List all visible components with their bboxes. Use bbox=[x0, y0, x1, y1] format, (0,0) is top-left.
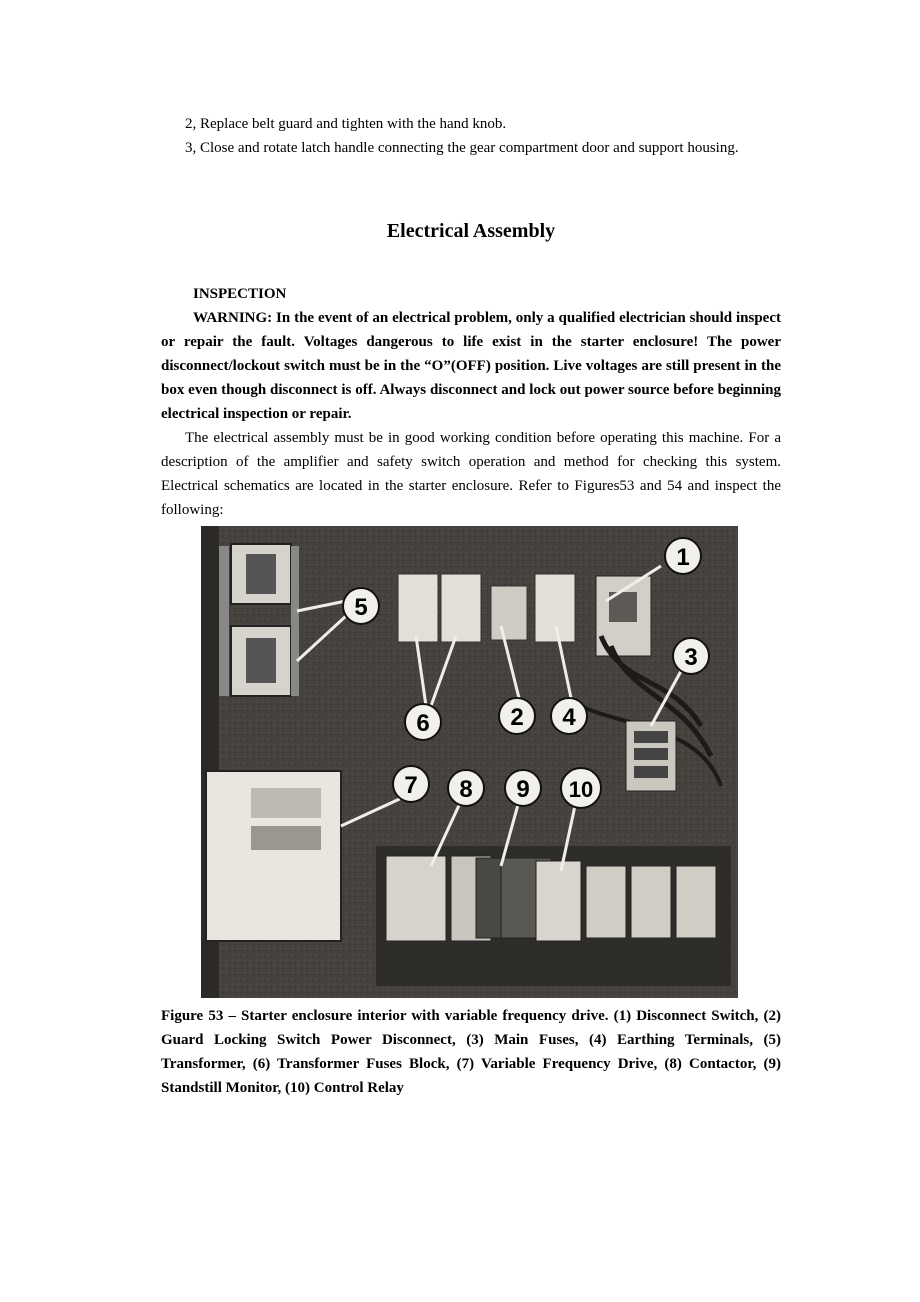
section-title: Electrical Assembly bbox=[386, 220, 556, 242]
callout-7 bbox=[393, 766, 429, 802]
step-2: 2, Replace belt guard and tighten with the hand knob. bbox=[185, 116, 507, 132]
starter-enclosure-photo bbox=[201, 526, 738, 998]
inspection-heading: INSPECTION bbox=[193, 286, 287, 302]
callout-8 bbox=[448, 770, 484, 806]
callout-1 bbox=[665, 538, 701, 574]
body-paragraph: The electrical assembly must be in good working condition before operating this machine. For a description of the amplifier and safety switch operation and method for checking this system. Electrical schematics are located in the starter enclosure. Refer to Figures53 and 54 and inspect the following: bbox=[161, 430, 781, 518]
callout-5 bbox=[343, 588, 379, 624]
svg-text:7: 7 bbox=[404, 772, 418, 799]
step-3: 3, Close and rotate latch handle connecting the gear compartment door and support housing. bbox=[185, 140, 739, 156]
svg-text:6: 6 bbox=[416, 710, 430, 737]
callout-6 bbox=[405, 704, 441, 740]
svg-text:5: 5 bbox=[354, 594, 368, 621]
enclosure-photo-drawing bbox=[201, 526, 738, 998]
callout-2 bbox=[499, 698, 535, 734]
svg-text:8: 8 bbox=[459, 776, 473, 803]
svg-text:2: 2 bbox=[510, 704, 524, 731]
svg-text:4: 4 bbox=[562, 704, 576, 731]
svg-text:1: 1 bbox=[676, 544, 690, 571]
procedure-steps bbox=[161, 112, 781, 160]
figure-caption: Figure 53 – Starter enclosure interior with variable frequency drive. (1) Disconnect Switch, (2) Guard Locking Switch Power Disconnect, (3) Main Fuses, (4) Earthing Terminals, (5) Transformer, (6) Transformer Fuses Block, (7) Variable Frequency Drive, (8) Contactor, (9) Standstill Monitor, (10) Control Relay bbox=[161, 1008, 781, 1096]
svg-text:3: 3 bbox=[684, 644, 698, 671]
svg-text:10: 10 bbox=[568, 777, 594, 802]
callout-4 bbox=[551, 698, 587, 734]
warning-paragraph: WARNING: In the event of an electrical problem, only a qualified electrician should inspect or repair the fault. Voltages dangerous to life exist in the starter enclosure! The power disconnect/lockout switch must be in the “O”(OFF) position. Live voltages are still present in the box even though disconnect is off. Always disconnect and lock out power source before beginning electrical inspection or repair. bbox=[161, 310, 781, 422]
inspection-section bbox=[161, 282, 781, 522]
callout-3 bbox=[673, 638, 709, 674]
svg-text:9: 9 bbox=[516, 776, 530, 803]
callout-9 bbox=[505, 770, 541, 806]
callout-10 bbox=[561, 768, 601, 808]
